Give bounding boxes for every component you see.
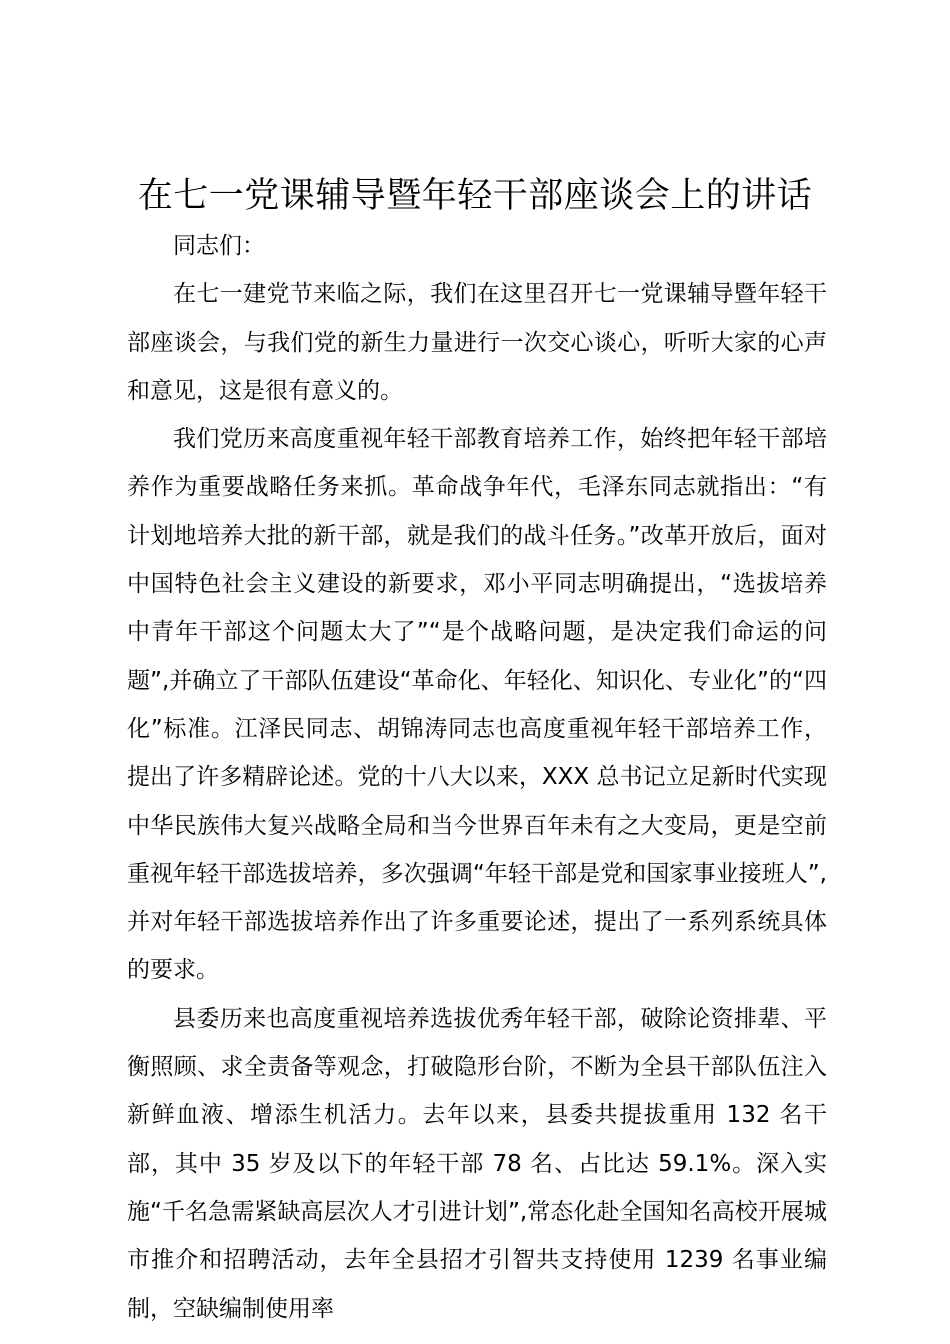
paragraph-3: 县委历来也高度重视培养选拔优秀年轻干部，破除论资排辈、平衡照顾、求全责备等观念，打破隐形台阶，不断为全县干部队伍注入新鲜血液、增添生机活力。去年以来，县委共提拔重用 132 名干部，其中 35 岁及以下的年轻干部 78 名、占比达 59.1%。深入实施“千名急需紧缺高层次人才引进计划”,常态化赴全国知名高校开展城市推介和招聘活动，去年全县招才引智共支持使用 1239 名事业编制，空缺编制使用率 (127, 1005, 827, 1322)
document-body (127, 222, 827, 1333)
greeting: 同志们： (173, 233, 265, 259)
paragraph-2: 我们党历来高度重视年轻干部教育培养工作，始终把年轻干部培养作为重要战略任务来抓。革命战争年代，毛泽东同志就指出：“有计划地培养大批的新干部，就是我们的战斗任务。”改革开放后，面对中国特色社会主义建设的新要求，邓小平同志明确提出，“选拔培养中青年干部这个问题太大了”“是个战略问题，是决定我们命运的问题”,并确立了干部队伍建设“革命化、年轻化、知识化、专业化”的“四化”标准。江泽民同志、胡锦涛同志也高度重视年轻干部培养工作，提出了许多精辟论述。党的十八大以来，XXX 总书记立足新时代实现中华民族伟大复兴战略全局和当今世界百年未有之大变局，更是空前重视年轻干部选拔培养，多次强调“年轻干部是党和国家事业接班人”,并对年轻干部选拔培养作出了许多重要论述，提出了一系列系统具体的要求。 (127, 426, 827, 984)
paragraph-1: 在七一建党节来临之际，我们在这里召开七一党课辅导暨年轻干部座谈会，与我们党的新生力量进行一次交心谈心，听听大家的心声和意见，这是很有意义的。 (127, 281, 827, 404)
document-title: 在七一党课辅导暨年轻干部座谈会上的讲话 (137, 176, 813, 216)
